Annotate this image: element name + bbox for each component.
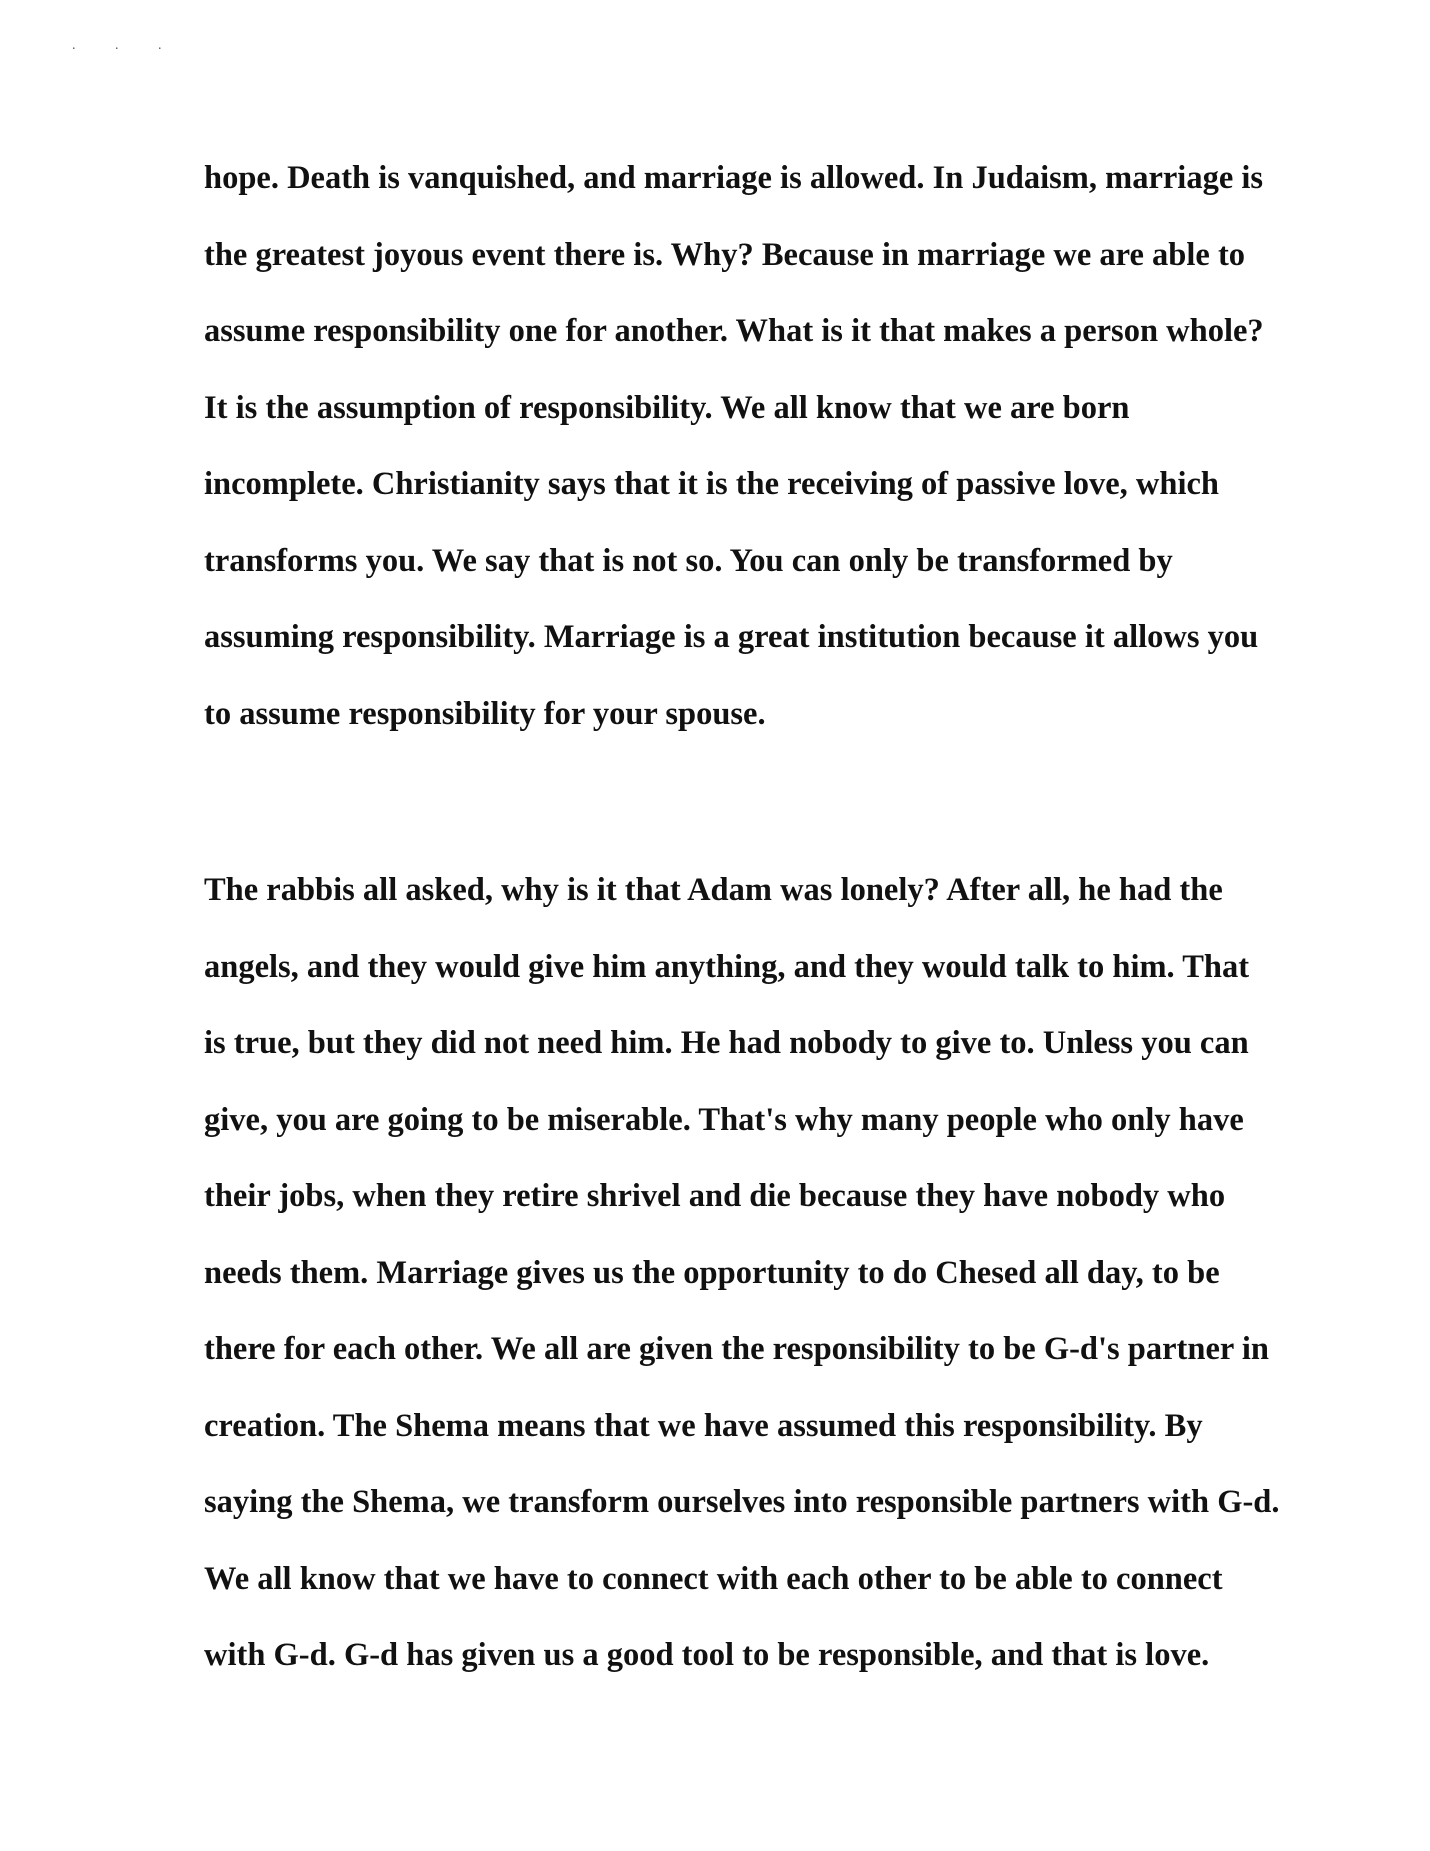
paragraph-spacer	[204, 752, 1234, 852]
text-line: The rabbis all asked, why is it that Adam was lonely? After all, he had the	[204, 872, 1223, 908]
text-line: assume responsibility one for another. What is it that makes a person whole?	[204, 313, 1264, 349]
text-line: to assume responsibility for your spouse.	[204, 695, 766, 732]
text-line: It is the assumption of responsibility. We all know that we are born	[204, 389, 1130, 426]
paragraph-2	[204, 852, 1280, 1694]
text-line: angels, and they would give him anything, and they would talk to him. That	[204, 948, 1250, 985]
text-line: saying the Shema, we transform ourselves into responsible partners with G-d.	[204, 1484, 1280, 1520]
text-line: their jobs, when they retire shrivel and die because they have nobody who	[204, 1178, 1226, 1214]
text-line: transforms you. We say that is not so. You can only be transformed by	[204, 542, 1173, 579]
text-line: needs them. Marriage gives us the opportunity to do Chesed all day, to be	[204, 1254, 1220, 1291]
text-line: hope. Death is vanquished, and marriage is allowed. In Judaism, marriage is	[204, 160, 1264, 196]
text-line: incomplete. Christianity says that it is the receiving of passive love, which	[204, 466, 1219, 502]
text-line: assuming responsibility. Marriage is a great institution because it allows you	[204, 619, 1259, 655]
paragraph-1	[204, 140, 1264, 752]
text-line: is true, but they did not need him. He had nobody to give to. Unless you can	[204, 1025, 1249, 1061]
text-line: with G-d. G-d has given us a good tool to be responsible, and that is love.	[204, 1637, 1210, 1673]
text-line: give, you are going to be miserable. That's why many people who only have	[204, 1101, 1244, 1138]
text-line: We all know that we have to connect with each other to be able to connect	[204, 1560, 1223, 1597]
text-line: the greatest joyous event there is. Why? Because in marriage we are able to	[204, 236, 1246, 273]
text-line: creation. The Shema means that we have assumed this responsibility. By	[204, 1407, 1203, 1444]
scan-marks: . . .	[72, 38, 180, 53]
body-text	[204, 140, 1280, 1694]
text-line: there for each other. We all are given the responsibility to be G-d's partner in	[204, 1331, 1269, 1367]
